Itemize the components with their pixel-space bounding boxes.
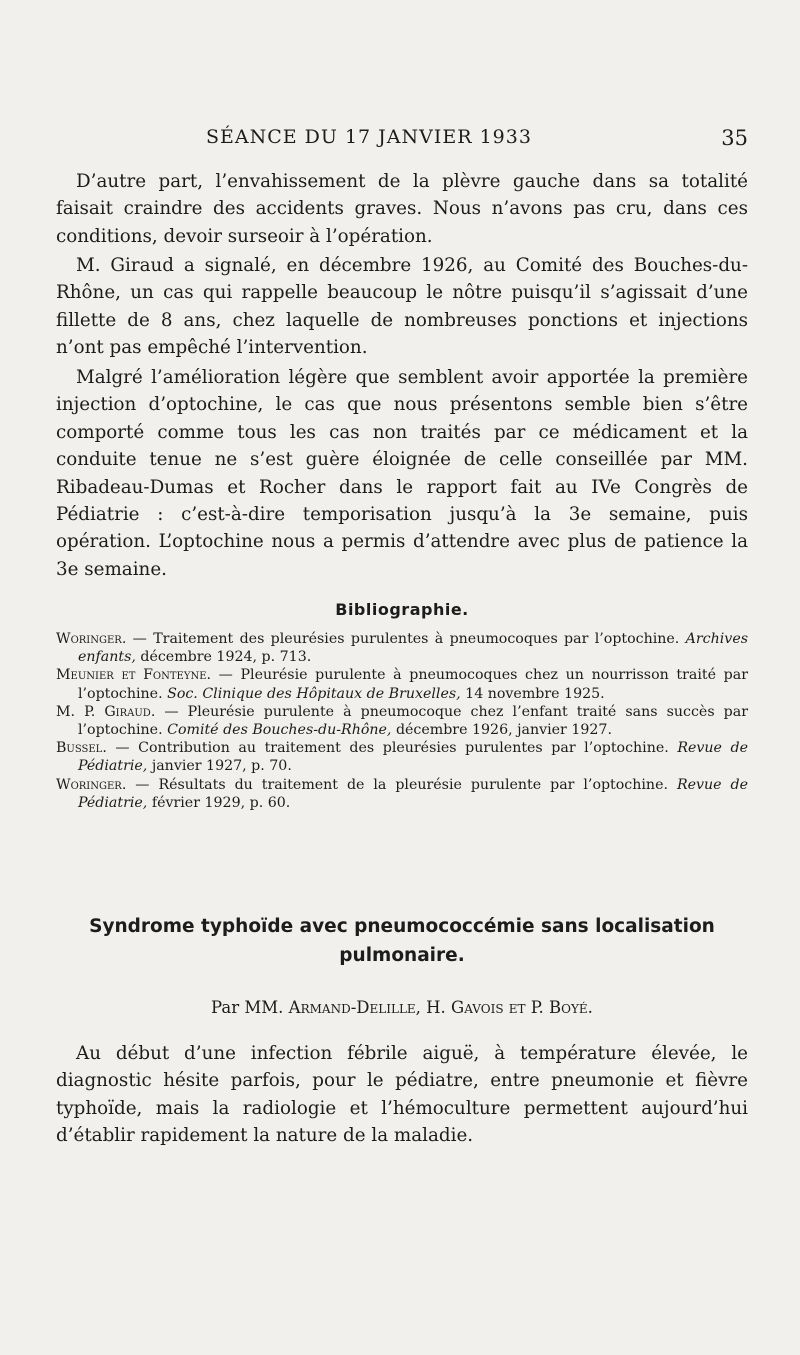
bib-tail: janvier 1927, p. 70. [147, 758, 292, 775]
bib-entry [56, 739, 748, 775]
bib-source: Revue de Pédiatrie, [78, 740, 748, 775]
article-title-line-1: Syndrome typhoïde avec pneumococcémie sans localisation [89, 916, 715, 937]
bib-tail: décembre 1924, p. 713. [135, 649, 312, 666]
paragraph-3: Malgré l’amélioration légère que semblent avoir apportée la première injection d’optochine, le cas que nous présentons semble bien s’être comporté comme tous les cas non traités par ce médicament et la conduite tenue ne s’est guère éloignée de celle conseillée par MM. Ribadeau-Dumas et Rocher dans le rapport fait au IVe Congrès de Pédiatrie : c’est-à-dire temporisation jusqu’à la 3e semaine, puis opération. L’optochine nous a permis d’attendre avec plus de patience la 3e semaine. [56, 367, 748, 580]
byline-prefix: Par MM. [211, 998, 289, 1017]
bibliography-title: Bibliographie. [335, 600, 469, 619]
bib-text: — Traitement des pleurésies purulentes à pneumocoques par l’optochine. [126, 631, 686, 647]
paragraph-2: M. Giraud a signalé, en décembre 1926, au Comité des Bouches-du-Rhône, un cas qui rappelle beaucoup le nôtre puisqu’il s’agissait d’une fillette de 8 ans, chez laquelle de nombreuses ponctions et injections n’ont pas empêché l’intervention. [56, 255, 748, 359]
bib-text: — Résultats du traitement de la pleurésie purulente par l’optochine. [126, 776, 677, 793]
page-header [56, 126, 748, 156]
bib-author: Meunier et Fonteyne. [56, 667, 211, 684]
article-byline [56, 998, 748, 1017]
byline-authors: Armand-Delille, H. Gavois et P. Boyé. [288, 998, 593, 1017]
bib-source: Soc. Clinique des Hôpitaux de Bruxelles, [167, 685, 461, 702]
bib-author: Woringer. [56, 631, 127, 647]
bib-tail: décembre 1926, janvier 1927. [391, 722, 612, 739]
bib-entry [56, 666, 748, 702]
bib-text: — Pleurésie purulente à pneumocoque chez l’enfant traité sans succès par l’optochine. [78, 703, 748, 739]
bib-entry [56, 703, 748, 739]
bib-entry [56, 776, 748, 812]
bib-author: Woringer. [56, 776, 127, 793]
paragraph-1: D’autre part, l’envahissement de la plèvre gauche dans sa totalité faisait craindre des accidents graves. Nous n’avons pas cru, dans ces conditions, devoir surseoir à l’opération. [56, 171, 748, 247]
bibliography-list [56, 630, 748, 812]
bib-tail: février 1929, p. 60. [147, 794, 291, 811]
bib-text: — Contribution au traitement des pleurésies purulentes par l’optochine. [106, 740, 678, 757]
bib-author: M. P. Giraud. [56, 703, 156, 720]
bib-author: Bussel. [56, 740, 107, 757]
article-body: Au début d’une infection fébrile aiguë, à température élevée, le diagnostic hésite parfois, pour le pédiatre, entre pneumonie et fièvre typhoïde, mais la radiologie et l’hémoculture permettent aujourd’hui d’établir rapidement la nature de la maladie. [56, 1043, 748, 1147]
bib-entry [56, 630, 748, 666]
bib-source: Comité des Bouches-du-Rhône, [167, 722, 392, 739]
page [56, 0, 748, 1355]
bib-text: — Pleurésie purulente à pneumocoques chez un nourrisson traité par l’optochine. [78, 667, 748, 702]
bib-tail: 14 novembre 1925. [460, 685, 605, 702]
bib-source: Revue de Pédiatrie, [78, 776, 748, 811]
running-head: SÉANCE DU 17 JANVIER 1933 [206, 126, 532, 148]
article-title-line-2: pulmonaire. [339, 945, 465, 966]
article-title [56, 912, 748, 970]
page-number: 35 [721, 126, 748, 150]
bib-source: Archives enfants, [78, 631, 748, 666]
